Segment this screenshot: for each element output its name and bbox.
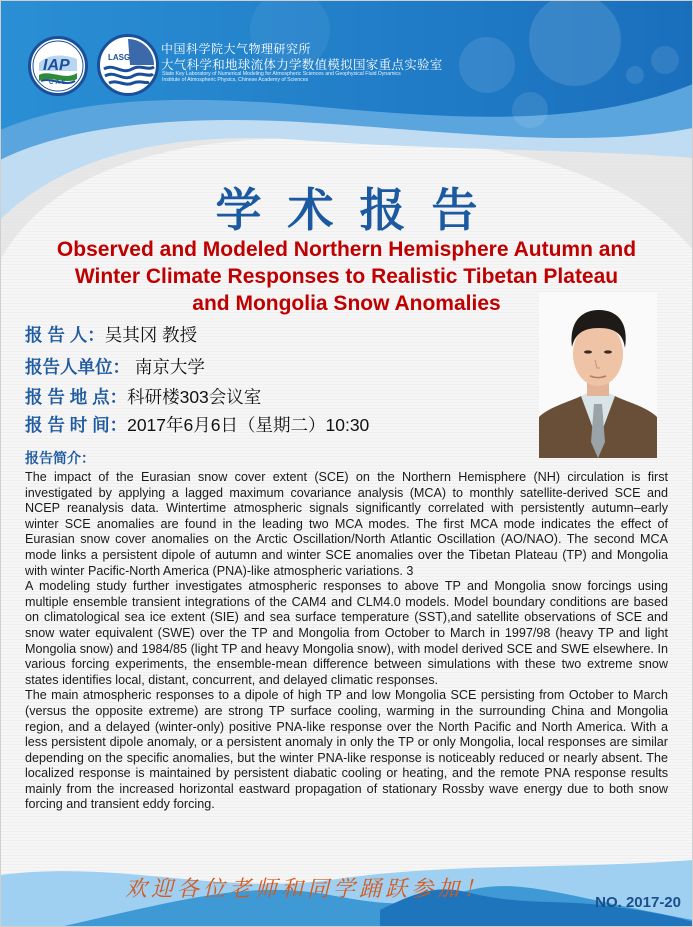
time-label: 报 告 时 间： [25,415,128,435]
talk-title-line: Observed and Modeled Northern Hemisphere Autumn and [56,238,637,261]
lab-name-en: State Key Laboratory of Numerical Modeling for Atmospheric Sciences and Geophysical Fluid Dynamics [162,71,401,77]
poster-main-title: 学术报告 [215,183,504,237]
institute-name-cn: 中国科学院大气物理研究所 [161,42,312,56]
speaker-label: 报 告 人： [25,325,105,345]
talk-title-line: and Mongolia Snow Anomalies [192,292,501,315]
time-row [25,412,369,437]
welcome-message: 欢迎各位老师和同学踊跃参加！ [125,877,490,902]
cas-logo-text: CAS [49,80,68,86]
lab-name-cn: 大气科学和地球流体力学数值模拟国家重点实验室 [161,58,443,72]
lasg-logo [97,34,159,96]
affiliation-label: 报告人单位： [25,357,130,377]
location-value: 科研楼303会议室 [127,387,262,407]
talk-title-line: Winter Climate Responses to Realistic Tibetan Plateau [74,265,619,288]
affiliation-row [25,354,205,379]
time-value: 2017年6月6日（星期二）10:30 [127,415,370,435]
speaker-photo [539,292,657,458]
institute-name-en: Institute of Atmospheric Physics, Chinese Academy of Sciences [162,77,309,83]
location-label: 报 告 地 点： [25,387,128,407]
abstract-paragraph: The main atmospheric responses to a dipole of high TP and low Mongolia SCE persisting from October to March (versus the opposite extreme) are strong TP surface cooling, warming in the surrounding China and Mongolia region, and a delayed (winter-only) positive PNA-like response over the North Pacific and North America. With a less persistent dipole anomaly, or a persistent anomaly in only the TP or only Mongolia, local responses are similar depending on the specific anomalies, but the winter PNA-like response is noticeably reduced or nearly absent. The localized response is maintained by persistent diabatic cooling or heating, and the remote PNA response results mainly from the increased horizontal eastward propagation of stationary Rossby wave energy due to both snow forcing and transient eddy forcing. [25,688,668,812]
abstract-paragraph: The impact of the Eurasian snow cover extent (SCE) on the Northern Hemisphere (NH) circulation is first investigated by applying a lagged maximum covariance analysis (MCA) to monthly satellite-derived SCE and NCEP reanalysis data. Wintertime atmospheric signals significantly correlated with persistently autumn–early winter SCE anomalies are found in the leading two MCA modes. The first MCA mode indicates the effect of Eurasian snow cover anomalies on the Arctic Oscillation/North Atlantic Oscillation (AO/NAO). The second MCA mode links a persistent dipole of autumn and winter SCE anomalies over the Tibetan Plateau (TP) and Mongolia with winter Pacific-North America (PNA)-like atmospheric variations. 3 [25,470,668,578]
issue-number: NO. 2017-20 [595,894,681,911]
abstract [25,470,668,813]
speaker-value: 吴其冈 教授 [104,325,198,345]
iap-logo [28,36,88,96]
location-row [25,384,261,409]
abstract-paragraph: A modeling study further investigates atmospheric responses to above TP and Mongolia snow forcings using multiple ensemble transient integrations of the CAM4 and CLM4.0 models. Model boundary conditions are based on climatological sea ice extent (SIE) and sea surface temperature (SST),and satellite observations of SCE and snow water equivalent (SWE) over the TP and Mongolia from October to March in 1997/98 (heavy TP and light Mongolia snow) and 1984/85 (light TP and heavy Mongolia snow), with model derived SCE and SWE elsewhere. In various forcing experiments, the ensemble-mean difference between simulations with these two extreme snow states identifies local, distant, concurrent, and delayed climatic responses. [25,579,668,687]
iap-logo-text: IAP [43,57,70,74]
speaker-row [25,322,197,347]
intro-label: 报告简介： [25,450,95,466]
affiliation-value: 南京大学 [130,357,205,377]
lasg-logo-text: LASG [108,53,131,62]
